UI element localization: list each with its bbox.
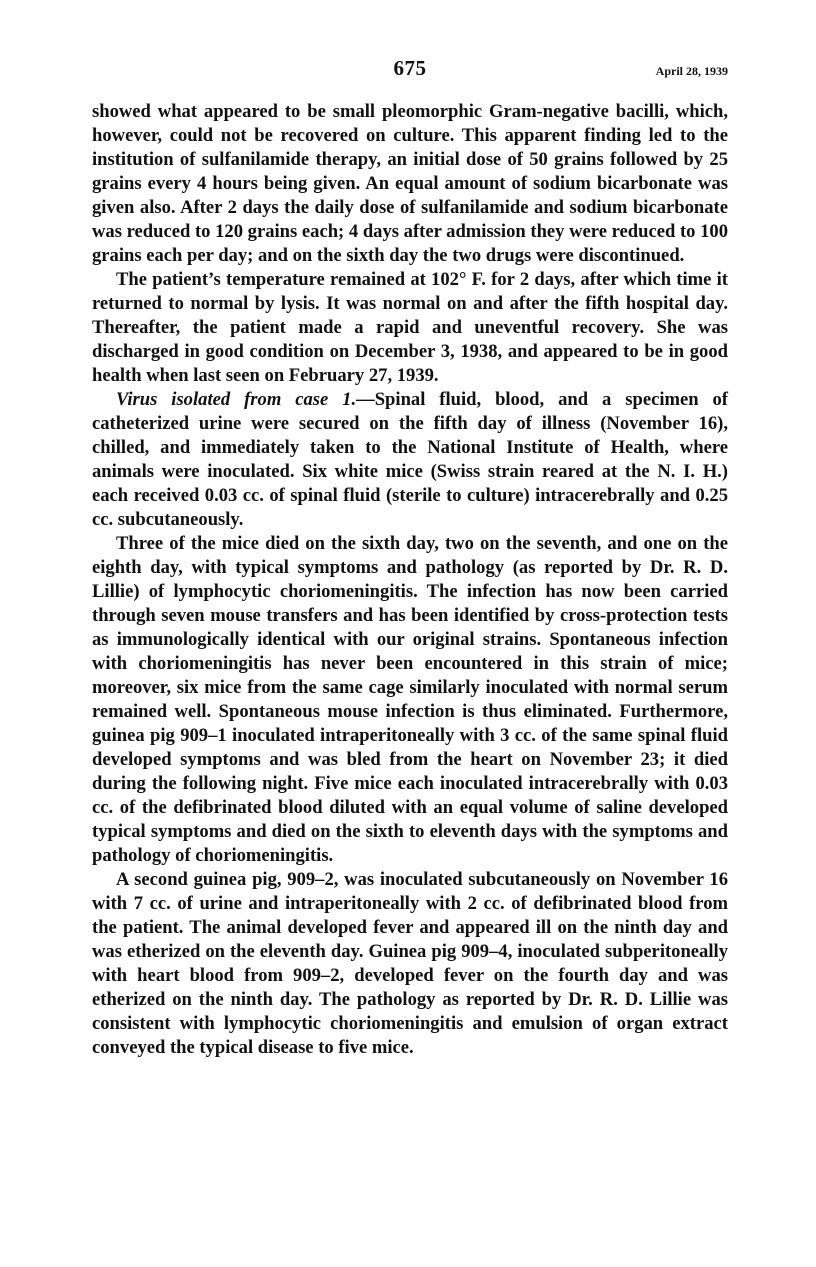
section-run-in-heading: Virus isolated from case 1. [116, 389, 357, 410]
paragraph-text: A second guinea pig, 909–2, was inoculated subcutaneously on November 16 with 7 cc. of urine and intraperitoneally with 2 cc. of defibrinated blood from the patient. The animal developed fever and appeared ill on the ninth day and was etherized on the eleventh day. Guinea pig 909–4, inoculated subperitoneally with heart blood from 909–2, developed fever on the fourth day and was etherized on the ninth day. The pathology as reported by Dr. R. D. Lillie was consistent with lymphocytic choriomeningitis and emulsion of organ extract conveyed the typical disease to five mice. [92, 869, 728, 1058]
page-number: 675 [393, 56, 427, 80]
article-body [92, 100, 728, 1060]
paragraph-mouse-results [92, 532, 728, 868]
paragraph-guinea-pig-results [92, 868, 728, 1060]
issue-date: April 28, 1939 [655, 64, 728, 78]
paragraph-virus-isolated [92, 388, 728, 532]
paragraph-text: Three of the mice died on the sixth day, two on the seventh, and one on the eighth day, with typical symptoms and pathology (as reported by Dr. R. D. Lillie) of lymphocytic choriomeningitis. The infection has now been carried through seven mouse transfers and has been identified by cross-protection tests as immunologically identical with our original strains. Spontaneous infection with choriomeningitis has never been encountered in this strain of mice; moreover, six mice from the same cage similarly inoculated with normal serum remained well. Spontaneous mouse infection is thus eliminated. Furthermore, guinea pig 909–1 inoculated intraperitoneally with 3 cc. of the same spinal fluid developed symptoms and was bled from the heart on November 23; it died during the following night. Five mice each inoculated intracerebrally with 0.03 cc. of the defibrinated blood diluted with an equal volume of saline developed typical symptoms and died on the sixth to eleventh days with the symptoms and pathology of choriomeningitis. [92, 533, 728, 866]
running-head [92, 56, 728, 86]
paragraph-text: —Spinal fluid, blood, and a specimen of catheterized urine were secured on the fifth day of illness (November 16), chilled, and immediately taken to the National Institute of Health, where animals were inoculated. Six white mice (Swiss strain reared at the N. I. H.) each received 0.03 cc. of spinal fluid (sterile to culture) intracerebrally and 0.25 cc. subcutaneously. [92, 389, 728, 530]
paragraph-patient-recovery [92, 268, 728, 388]
paragraph-text: showed what appeared to be small pleomorphic Gram-negative bacilli, which, however, could not be recovered on culture. This apparent finding led to the institution of sulfanilamide therapy, an initial dose of 50 grains followed by 25 grains every 4 hours being given. An equal amount of sodium bicarbonate was given also. After 2 days the daily dose of sulfanilamide and sodium bicarbonate was reduced to 120 grains each; 4 days after admission they were reduced to 100 grains each per day; and on the sixth day the two drugs were discontinued. [92, 101, 728, 266]
paragraph-text: The patient’s temperature remained at 102° F. for 2 days, after which time it returned to normal by lysis. It was normal on and after the fifth hospital day. Thereafter, the patient made a rapid and uneventful recovery. She was discharged in good condition on December 3, 1938, and appeared to be in good health when last seen on February 27, 1939. [92, 269, 728, 386]
paragraph-sulfanilamide-therapy [92, 100, 728, 268]
